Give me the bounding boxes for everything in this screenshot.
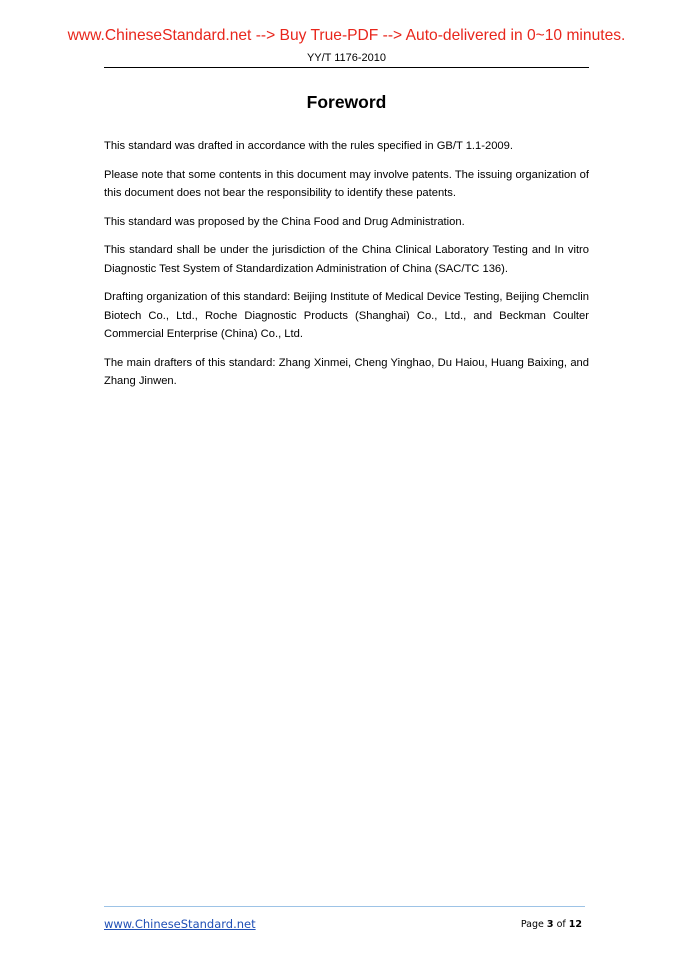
paragraph-proposed-by: This standard was proposed by the China Food and Drug Administration. bbox=[104, 215, 465, 228]
footer-divider bbox=[104, 906, 585, 907]
page-word: Page bbox=[520, 919, 544, 930]
header-divider bbox=[104, 67, 589, 68]
promo-banner[interactable]: www.ChineseStandard.net --> Buy True-PDF --> Auto-delivered in 0~10 minutes. bbox=[67, 27, 626, 44]
foreword-body bbox=[104, 137, 589, 401]
page-of: of bbox=[556, 919, 566, 930]
footer-website-link[interactable]: www.ChineseStandard.net bbox=[104, 917, 256, 931]
document-code: YY/T 1176-2010 bbox=[306, 52, 387, 64]
page-title: Foreword bbox=[306, 92, 387, 112]
paragraph-drafting-organization: Drafting organization of this standard: Beijing Institute of Medical Device Testing, Beijing Chemclin Biotech Co., Ltd., Roche Diagnostic Products (Shanghai) Co., Ltd., and Beckman Coulter Commercial Enterprise (China) Co., Ltd. bbox=[104, 291, 589, 340]
paragraph-patents: Please note that some contents in this document may involve patents. The issuing organization of this document does not bear the responsibility to identify these patents. bbox=[104, 168, 589, 199]
paragraph-drafting-rules: This standard was drafted in accordance with the rules specified in GB/T 1.1-2009. bbox=[104, 140, 513, 152]
paragraph-main-drafters: The main drafters of this standard: Zhang Xinmei, Cheng Yinghao, Du Haiou, Huang Baixing, and Zhang Jinwen. bbox=[104, 356, 589, 387]
page-current: 3 bbox=[546, 919, 554, 930]
paragraph-jurisdiction: This standard shall be under the jurisdiction of the China Clinical Laboratory Testing and In vitro Diagnostic Test System of Standardization Administration of China (SAC/TC 136). bbox=[104, 244, 589, 275]
page-number bbox=[521, 919, 582, 930]
page-total: 12 bbox=[568, 919, 582, 930]
